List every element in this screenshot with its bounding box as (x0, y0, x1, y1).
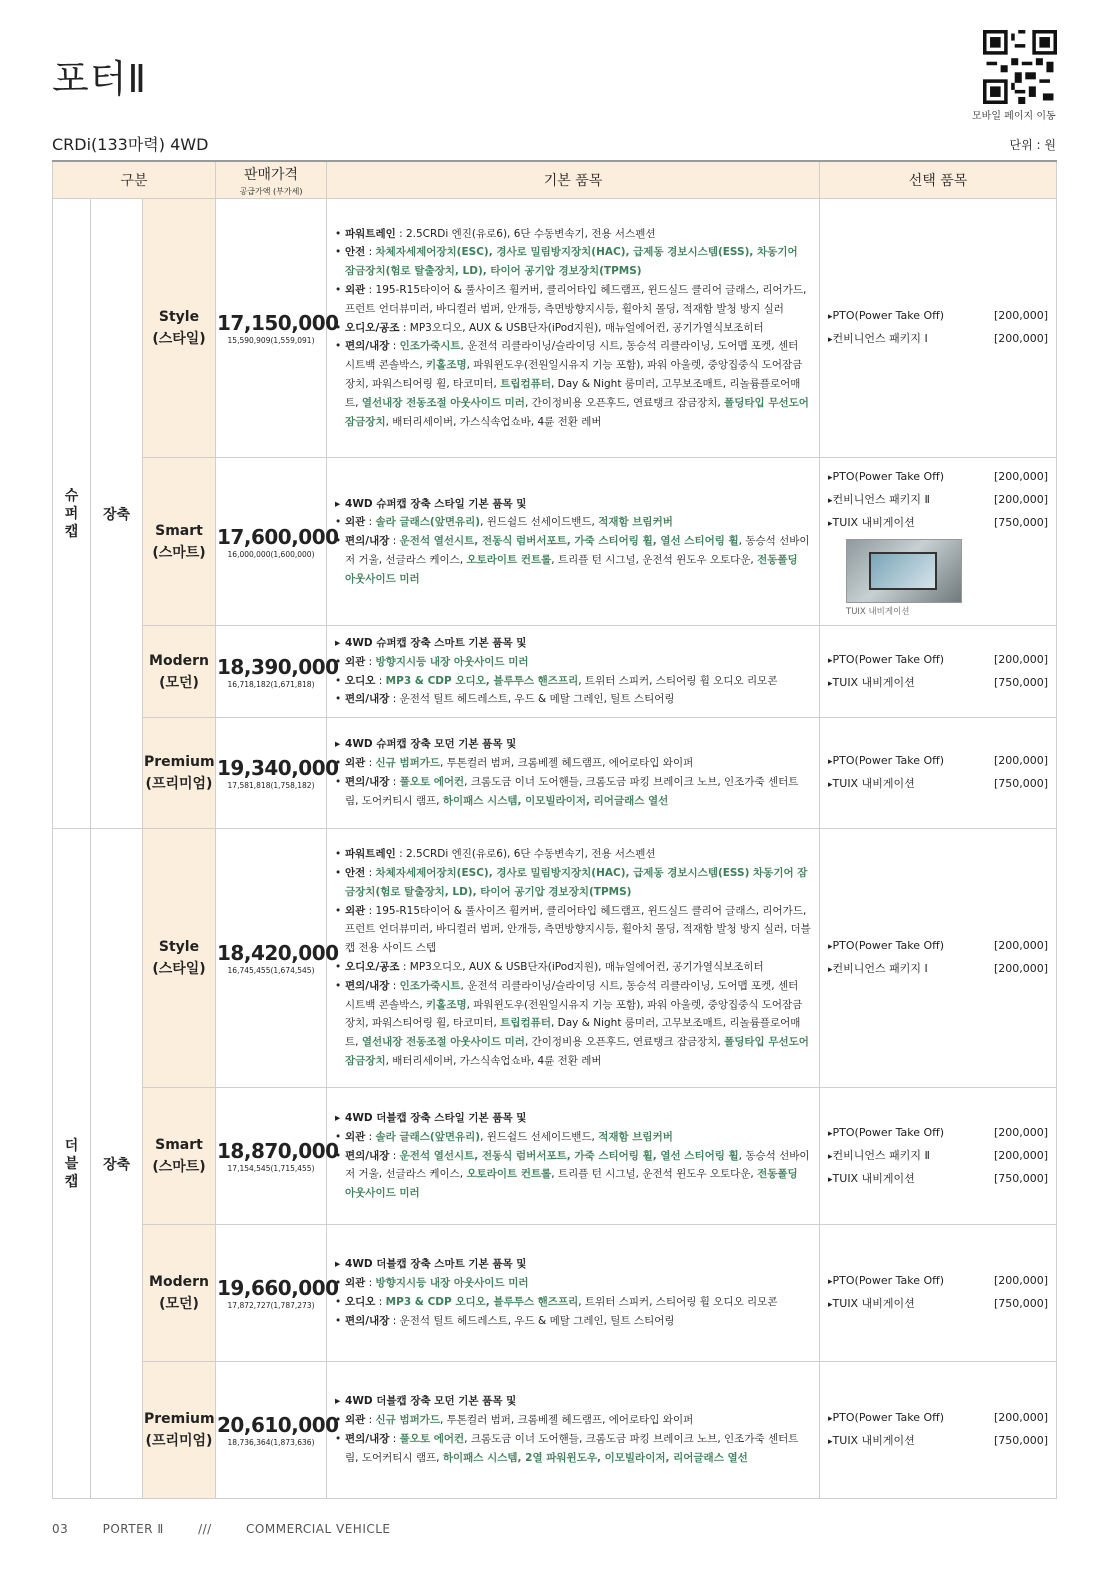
option-name: ▸ TUIX 내비게이션 (828, 672, 915, 695)
table-row (53, 829, 1057, 1088)
feature-text: : (365, 655, 376, 668)
feature-text: : (389, 776, 400, 788)
feature-text: : (365, 1130, 376, 1143)
trim-cell (143, 1088, 216, 1225)
table-row (53, 718, 1057, 829)
feature-text: , 윈드쉴드 선세이드밴드, (480, 1130, 599, 1143)
option-name: ▸ PTO(Power Take Off) (828, 466, 944, 489)
axle-cell: 장축 (91, 199, 143, 829)
feature-text: : (365, 867, 376, 880)
option-item[interactable] (828, 489, 1048, 512)
feature-text: , 파워윈도우(전원일시유지 기능 포함), 파워 아울렛, 중앙집중식 도어잠금 장치, 파워스티어링 휠, 타코미터, (345, 998, 803, 1030)
highlighted-feature: 차체자세제어장치(ESC), 경사로 밀림방지장치(HAC), 급제동 경보시스템(ESS) 차동기어 잠금장치(험로 탈출장치, LD), 타이어 공기압 경보장치(TPMS) (345, 867, 808, 898)
basic-item (335, 977, 811, 1071)
basic-items-cell (327, 1088, 820, 1225)
cab-type-label: 슈퍼캡 (64, 487, 79, 540)
option-price: [200,000] (993, 939, 1049, 952)
feature-text: : (389, 979, 400, 992)
basic-item (335, 1430, 811, 1468)
page-number: 03 (52, 1522, 69, 1536)
feature-text: : (389, 340, 400, 353)
highlighted-feature: MP3 & CDP 오디오, 블루투스 핸즈프리 (385, 674, 579, 687)
item-category: 오디오 (345, 1296, 376, 1308)
feature-text: , 트리플 턴 시그널, 운전석 윈도우 오토다운, (551, 1168, 758, 1181)
highlighted-feature: 방향지시등 내장 아웃사이드 미러 (375, 1277, 529, 1290)
feature-text: : 운전석 틸트 헤드레스트, 우드 & 메탈 그레인, 틸트 스티어링 (389, 693, 675, 706)
highlighted-feature: 오토라이트 컨트롤 (466, 553, 552, 566)
item-category: 외관 (345, 516, 366, 529)
price-cell (216, 718, 339, 829)
basic-items-list (335, 845, 811, 1071)
trim-name: Style (158, 939, 200, 955)
highlighted-feature: 전동폴딩 아웃사이드 미러 (345, 553, 798, 585)
feature-text: , 간이정비용 오픈후드, 연료탱크 잠금장치, (524, 1036, 725, 1049)
options-cell (820, 199, 1057, 458)
option-item[interactable] (828, 750, 1048, 773)
feature-text: , 동승석 선바이저 거울, 선글라스 케이스, (345, 1149, 810, 1181)
supply-price: 15,590,909(1,559,091) (227, 336, 315, 345)
item-category: 편의/내장 (345, 1314, 390, 1327)
table-row (53, 1362, 1057, 1499)
option-item[interactable] (828, 1270, 1048, 1293)
item-category: 오디오/공조 (345, 961, 400, 973)
trim-cell (143, 829, 216, 1088)
basic-items-cell (327, 718, 820, 829)
item-category: 편의/내장 (345, 1433, 390, 1445)
price-cell (216, 1225, 339, 1362)
item-category: 편의/내장 (345, 535, 390, 548)
basic-items-list (335, 634, 811, 709)
option-item[interactable] (828, 1407, 1048, 1430)
item-category: 편의/내장 (345, 979, 390, 992)
basic-items-cell (327, 829, 820, 1088)
price-cell (216, 1362, 339, 1499)
trim-name-kr: (모던) (159, 1296, 199, 1312)
feature-text: : (365, 1277, 376, 1290)
item-category: 4WD 더블캡 장축 스마트 기본 품목 및 (345, 1258, 527, 1271)
basic-items-list (335, 225, 811, 432)
trim-name-kr: (모던) (159, 674, 199, 691)
item-category: 외관 (345, 655, 366, 668)
option-price: [200,000] (993, 1411, 1049, 1424)
item-category: 외관 (345, 1277, 366, 1290)
unit-label: 단위 : 원 (1009, 138, 1056, 152)
feature-text: , 투톤컬러 범퍼, 크롬베젤 헤드램프, 에어로타입 와이퍼 (440, 1414, 694, 1427)
price-table (52, 160, 1057, 1499)
feature-text: : 운전석 틸트 헤드레스트, 우드 & 메탈 그레인, 틸트 스티어링 (389, 1314, 675, 1327)
trim-name-kr: (스마트) (152, 1159, 206, 1175)
option-item[interactable] (828, 773, 1048, 796)
highlighted-feature: 인조가죽시트 (399, 979, 461, 992)
item-category: 편의/내장 (345, 776, 390, 788)
basic-item (335, 225, 811, 244)
highlighted-feature: 열선내장 전동조절 아웃사이드 미러 (361, 1036, 525, 1049)
basic-item (335, 1411, 811, 1430)
table-header-row (53, 161, 1057, 199)
highlighted-feature: 방향지시등 내장 아웃사이드 미러 (375, 655, 529, 668)
highlighted-feature: 열선내장 전동조절 아웃사이드 미러 (361, 396, 525, 409)
option-name: ▸ PTO(Power Take Off) (828, 1122, 944, 1145)
feature-text: , 파워윈도우(전원일시유지 기능 포함), 파워 아울렛, 중앙집중식 도어잠금 장치, 파워스티어링 휠, 타코미터, (345, 359, 803, 390)
supply-price: 16,745,455(1,674,545) (227, 966, 315, 975)
table-row (53, 1225, 1057, 1362)
option-price: [750,000] (993, 1297, 1049, 1310)
highlighted-feature: 하이패스 시스템, 2열 파워윈도우, 이모빌라이저, 리어글래스 열선 (442, 1451, 748, 1464)
price-cell (216, 829, 339, 1088)
basic-item (335, 634, 811, 653)
cab-type-cell (53, 829, 91, 1499)
item-category: 편의/내장 (345, 693, 390, 706)
feature-text: : MP3오디오, AUX & USB단자(iPod지원), 매뉴얼에어컨, 공기가열식보조히터 (399, 321, 764, 334)
feature-text: : 2.5CRDi 엔진(유로6), 6단 수동변속기, 전용 서스펜션 (395, 848, 656, 861)
basic-item (335, 1147, 811, 1203)
option-item[interactable] (828, 1168, 1048, 1191)
highlighted-feature: 트립컴퓨터 (500, 377, 551, 390)
item-category: 외관 (345, 1130, 366, 1143)
cab-type-cell (53, 199, 91, 829)
highlighted-feature: 키홀조명 (426, 998, 467, 1011)
option-price: [200,000] (993, 652, 1049, 666)
option-item[interactable] (828, 935, 1048, 958)
trim-cell (143, 718, 216, 829)
sale-price: 19,660,000 (217, 1276, 339, 1300)
option-price: [750,000] (993, 516, 1049, 529)
option-name: ▸ TUIX 내비게이션 (828, 512, 915, 535)
option-item[interactable] (828, 672, 1048, 695)
highlighted-feature: 신규 범퍼가드 (375, 757, 441, 770)
options-cell (820, 829, 1057, 1088)
feature-text: , Day & Night 룸미러, 고무보조매트, 리놀륨플로어매트, (345, 377, 801, 409)
options-cell (820, 1088, 1057, 1225)
trim-name: Style (158, 309, 200, 325)
item-category: 파워트레인 (345, 848, 396, 861)
feature-text: , 트위터 스피커, 스티어링 휠 오디오 리모콘 (578, 674, 778, 687)
trim-name: Modern (149, 652, 209, 669)
footer (52, 1522, 421, 1536)
feature-text: : (389, 1149, 400, 1162)
cab-type-label: 더블캡 (64, 1137, 79, 1190)
basic-items-cell (327, 1362, 820, 1499)
trim-name: Modern (149, 1274, 209, 1290)
basic-item (335, 1255, 811, 1274)
trim-cell (143, 458, 216, 626)
supply-price: 17,581,818(1,758,182) (227, 781, 315, 790)
option-price: [750,000] (993, 1434, 1049, 1447)
basic-item (335, 754, 811, 773)
highlighted-feature: 하이패스 시스템, 이모빌라이저, 리어글래스 열선 (442, 794, 669, 807)
table-row (53, 458, 1057, 626)
basic-item (335, 735, 811, 754)
basic-item (335, 1274, 811, 1293)
sale-price: 19,340,000 (217, 756, 339, 780)
highlighted-feature: 신규 범퍼가드 (375, 1414, 441, 1427)
table-row (53, 626, 1057, 718)
option-price: [200,000] (993, 754, 1049, 767)
item-category: 안전 (345, 867, 366, 880)
item-category: 오디오 (345, 674, 376, 687)
option-name: ▸ PTO(Power Take Off) (828, 649, 944, 672)
basic-items-list (335, 735, 811, 810)
basic-item (335, 495, 811, 514)
option-name: ▸ PTO(Power Take Off) (828, 1407, 944, 1430)
trim-cell (143, 1362, 216, 1499)
feature-text: , 윈드쉴드 선세이드밴드, (480, 516, 599, 529)
feature-text: : (375, 674, 386, 687)
highlighted-feature: 솔라 글래스(앞면유리) (375, 516, 481, 529)
header-basic: 기본 품목 (327, 161, 820, 199)
option-name: ▸ PTO(Power Take Off) (828, 935, 944, 958)
feature-text: , 트리플 턴 시그널, 운전석 윈도우 오토다운, (551, 553, 758, 566)
highlighted-feature: 적재함 브림커버 (598, 1130, 673, 1143)
highlighted-feature: 폴딩타입 무선도어잠금장치 (345, 1036, 809, 1067)
price-cell (216, 626, 339, 718)
basic-item (335, 902, 811, 958)
trim-cell (143, 626, 216, 718)
qr-caption: 모바일 페이지 이동 (972, 111, 1056, 122)
feature-text: , 투톤컬러 범퍼, 크롬베젤 헤드램프, 에어로타입 와이퍼 (440, 757, 694, 770)
basic-item (335, 1293, 811, 1312)
price-cell (216, 199, 339, 458)
option-name: ▸ TUIX 내비게이션 (828, 773, 915, 796)
axle-cell: 장축 (91, 829, 143, 1499)
item-category: 외관 (345, 284, 366, 296)
basic-item (335, 672, 811, 691)
item-category: 외관 (345, 904, 366, 917)
feature-text: : 195-R15타이어 & 풀사이즈 휠커버, 클리어타입 헤드램프, 윈드실드 클리어 글래스, 리어가드, 프런트 언더뷰미러, 바디컬러 범퍼, 안개등, 측면방향지시등, 휠아치 몰딩, 적재함 발청 방지 실러, 더블캡 전용 사이드 스텝 (345, 904, 811, 955)
basic-items-list (335, 495, 811, 589)
basic-item (335, 513, 811, 532)
feature-text: , 운전석 리클라이닝/슬라이딩 시트, 동승석 리클라이닝, 도어맵 포켓, 센터 시트백 콘솔박스, (345, 340, 799, 372)
option-price: [750,000] (993, 675, 1049, 689)
basic-item (335, 337, 811, 431)
basic-item (335, 1312, 811, 1331)
navigation-photo (846, 539, 962, 603)
feature-text: : (375, 1296, 386, 1308)
sale-price: 17,600,000 (217, 524, 339, 549)
option-name: ▸ TUIX 내비게이션 (828, 1430, 915, 1453)
item-category: 안전 (345, 246, 366, 259)
trim-name-kr: (프리미엄) (145, 776, 213, 792)
item-category: 외관 (345, 757, 366, 770)
basic-item (335, 243, 811, 281)
highlighted-feature: 솔라 글래스(앞면유리) (375, 1130, 481, 1143)
feature-text: : (365, 757, 376, 770)
basic-item (335, 1128, 811, 1147)
option-price: [200,000] (993, 1125, 1049, 1139)
highlighted-feature: 키홀조명 (426, 359, 467, 372)
highlighted-feature: 전동폴딩 아웃사이드 미러 (345, 1168, 798, 1200)
feature-text: : (389, 1433, 400, 1445)
feature-text: , 동승석 선바이저 거울, 선글라스 케이스, (345, 535, 810, 566)
option-name: ▸ TUIX 내비게이션 (828, 1168, 915, 1191)
trim-name-kr: (스타일) (152, 961, 206, 977)
option-name: ▸ PTO(Power Take Off) (828, 305, 944, 328)
options-cell (820, 458, 1057, 626)
price-cell (216, 1088, 339, 1225)
price-cell (216, 458, 339, 626)
basic-item (335, 864, 811, 902)
highlighted-feature: 풀오토 에어컨 (399, 1433, 465, 1445)
footer-category: COMMERCIAL VEHICLE (246, 1522, 391, 1536)
navigation-photo-caption: TUIX 내비게이션 (846, 607, 910, 617)
options-cell (820, 1362, 1057, 1499)
trim-cell (143, 1225, 216, 1362)
basic-item (335, 773, 811, 811)
trim-name: Smart (155, 1137, 203, 1153)
feature-text: , 트위터 스피커, 스티어링 휠 오디오 리모콘 (578, 1296, 778, 1308)
table-row (53, 1088, 1057, 1225)
feature-text: , 운전석 리클라이닝/슬라이딩 시트, 동승석 리클라이닝, 도어맵 포켓, 센터 시트백 콘솔박스, (345, 979, 799, 1011)
item-category: 편의/내장 (345, 340, 390, 353)
feature-text: : (389, 535, 400, 548)
item-category: 파워트레인 (345, 227, 396, 240)
option-name: ▸ PTO(Power Take Off) (828, 750, 944, 773)
feature-text: : 2.5CRDi 엔진(유로6), 6단 수동변속기, 전용 서스펜션 (395, 227, 656, 240)
options-cell (820, 1225, 1057, 1362)
item-category: 4WD 더블캡 장축 스타일 기본 품목 및 (345, 1112, 527, 1124)
supply-price: 17,154,545(1,715,455) (227, 1164, 315, 1173)
highlighted-feature: 풀오토 에어컨 (399, 776, 465, 788)
footer-model: PORTER Ⅱ (102, 1522, 164, 1536)
basic-item (335, 845, 811, 864)
item-category: 4WD 슈퍼캡 장축 모던 기본 품목 및 (345, 738, 517, 751)
option-name: ▸ 컨비니언스 패키지 Ⅰ (828, 958, 928, 981)
header-options: 선택 품목 (820, 161, 1057, 199)
sale-price: 18,870,000 (217, 1139, 339, 1163)
trim-name: Smart (155, 522, 203, 539)
feature-text: : (365, 246, 376, 259)
option-price: [200,000] (993, 1274, 1049, 1287)
option-price: [200,000] (993, 1148, 1049, 1162)
option-price: [200,000] (993, 309, 1049, 322)
feature-text: : (365, 516, 376, 529)
option-name: ▸ 컨비니언스 패키지 Ⅱ (828, 1145, 930, 1168)
feature-text: : 195-R15타이어 & 풀사이즈 휠커버, 클리어타입 헤드램프, 윈드실드 클리어 글래스, 리어가드, 프런트 언더뷰미러, 바디컬러 범퍼, 안개등, 측면방향지시등, 휠아치 몰딩, 적재함 발청 방지 실러 (345, 284, 807, 315)
header-price-label: 판매가격 (243, 166, 299, 183)
option-name: ▸ 컨비니언스 패키지 Ⅱ (828, 489, 930, 512)
qr-code[interactable] (983, 30, 1057, 104)
option-item[interactable] (828, 958, 1048, 981)
basic-item (335, 319, 811, 338)
supply-price: 17,872,727(1,787,273) (227, 1301, 315, 1310)
basic-item (335, 653, 811, 672)
option-item[interactable] (828, 1430, 1048, 1453)
highlighted-feature: 폴딩타입 무선도어잠금장치 (345, 396, 809, 428)
option-name: ▸ TUIX 내비게이션 (828, 1293, 915, 1316)
feature-text: : MP3오디오, AUX & USB단자(iPod지원), 매뉴얼에어컨, 공기가열식보조히터 (399, 961, 764, 973)
highlighted-feature: 운전석 열선시트, 전동식 럼버서포트, 가죽 스티어링 휠, 열선 스티어링 휠 (399, 535, 739, 548)
trim-name: Premium (144, 1411, 215, 1427)
option-item[interactable] (828, 512, 1048, 535)
trim-name-kr: (스타일) (152, 331, 206, 347)
option-item[interactable] (828, 1293, 1048, 1316)
item-category: 4WD 슈퍼캡 장축 스마트 기본 품목 및 (345, 636, 527, 649)
option-item[interactable] (828, 649, 1048, 672)
feature-text: , 배터리세이버, 가스식속업쇼바, 4륜 전환 레버 (385, 1054, 602, 1067)
supply-price: 18,736,364(1,873,636) (227, 1438, 315, 1447)
header-price-sub: 공급가액 (부가세) (239, 186, 303, 196)
option-price: [750,000] (993, 777, 1049, 790)
header-group: 구분 (53, 161, 216, 199)
highlighted-feature: 오토라이트 컨트롤 (466, 1168, 552, 1181)
trim-name-kr: (스마트) (152, 544, 206, 561)
basic-items-list (335, 1392, 811, 1467)
basic-items-cell (327, 626, 820, 718)
option-name: ▸ 컨비니언스 패키지 Ⅰ (828, 328, 928, 351)
sale-price: 18,390,000 (217, 654, 339, 679)
highlighted-feature: 운전석 열선시트, 전동식 럼버서포트, 가죽 스티어링 휠, 열선 스티어링 휠 (399, 1149, 739, 1162)
footer-separator: /// (198, 1522, 212, 1536)
option-item[interactable] (828, 1145, 1048, 1168)
engine-subtitle: CRDi(133마력) 4WD (52, 135, 209, 154)
option-item[interactable] (828, 1122, 1048, 1145)
basic-item (335, 1109, 811, 1128)
basic-item (335, 1392, 811, 1411)
basic-items-list (335, 1109, 811, 1203)
option-item[interactable] (828, 466, 1048, 489)
feature-text: , Day & Night 룸미러, 고무보조매트, 리놀륨플로어매트, (345, 1017, 801, 1049)
item-category: 4WD 더블캡 장축 모던 기본 품목 및 (345, 1395, 517, 1408)
basic-item (335, 532, 811, 588)
supply-price: 16,718,182(1,671,818) (227, 679, 315, 689)
supply-price: 16,000,000(1,600,000) (227, 549, 315, 559)
option-item[interactable] (828, 328, 1048, 351)
highlighted-feature: 적재함 브림커버 (598, 516, 673, 529)
highlighted-feature: 인조가죽시트 (399, 340, 461, 353)
item-category: 편의/내장 (345, 1149, 390, 1162)
trim-name-kr: (프리미엄) (145, 1433, 213, 1449)
feature-text: : (365, 1414, 376, 1427)
navigation-screen (869, 552, 937, 590)
item-category: 외관 (345, 1414, 366, 1427)
sale-price: 18,420,000 (217, 941, 339, 965)
option-price: [200,000] (993, 470, 1049, 483)
basic-items-list (335, 1255, 811, 1330)
table-row (53, 199, 1057, 458)
feature-text: , 크롬도금 이너 도어핸들, 크롬도금 파킹 브레이크 노브, 인조가죽 센터트림, 도어커티시 램프, (345, 1433, 799, 1464)
sale-price: 17,150,000 (217, 311, 339, 335)
option-price: [200,000] (993, 332, 1049, 345)
basic-item (335, 281, 811, 319)
options-cell (820, 718, 1057, 829)
option-price: [200,000] (993, 962, 1049, 975)
option-price: [200,000] (993, 493, 1049, 506)
basic-items-cell (327, 199, 820, 458)
feature-text: , 크롬도금 이너 도어핸들, 크롬도금 파킹 브레이크 노브, 인조가죽 센터트림, 도어커티시 램프, (345, 776, 799, 807)
feature-text: , 배터리세이버, 가스식속업쇼바, 4륜 전환 레버 (385, 415, 602, 428)
basic-items-cell (327, 1225, 820, 1362)
sale-price: 20,610,000 (217, 1413, 339, 1437)
highlighted-feature: 트립컴퓨터 (500, 1017, 551, 1030)
highlighted-feature: 차체자세제어장치(ESC), 경사로 밀림방지장치(HAC), 급제동 경보시스템(ESS), 차동기어 잠금장치(험로 탈출장치, LD), 타이어 공기압 경보장치(TPMS) (345, 246, 798, 278)
basic-item (335, 958, 811, 977)
option-item[interactable] (828, 305, 1048, 328)
trim-name: Premium (144, 754, 215, 770)
item-category: 4WD 슈퍼캡 장축 스타일 기본 품목 및 (345, 497, 527, 510)
trim-cell (143, 199, 216, 458)
header-price (216, 161, 327, 199)
feature-text: , 간이정비용 오픈후드, 연료탱크 잠금장치, (524, 396, 725, 409)
item-category: 오디오/공조 (345, 321, 400, 334)
options-cell (820, 626, 1057, 718)
basic-items-cell (327, 458, 820, 626)
option-name: ▸ PTO(Power Take Off) (828, 1270, 944, 1293)
option-price: [750,000] (993, 1171, 1049, 1185)
basic-item (335, 690, 811, 709)
highlighted-feature: MP3 & CDP 오디오, 블루투스 핸즈프리 (385, 1296, 579, 1308)
page-title: 포터Ⅱ (52, 57, 148, 101)
